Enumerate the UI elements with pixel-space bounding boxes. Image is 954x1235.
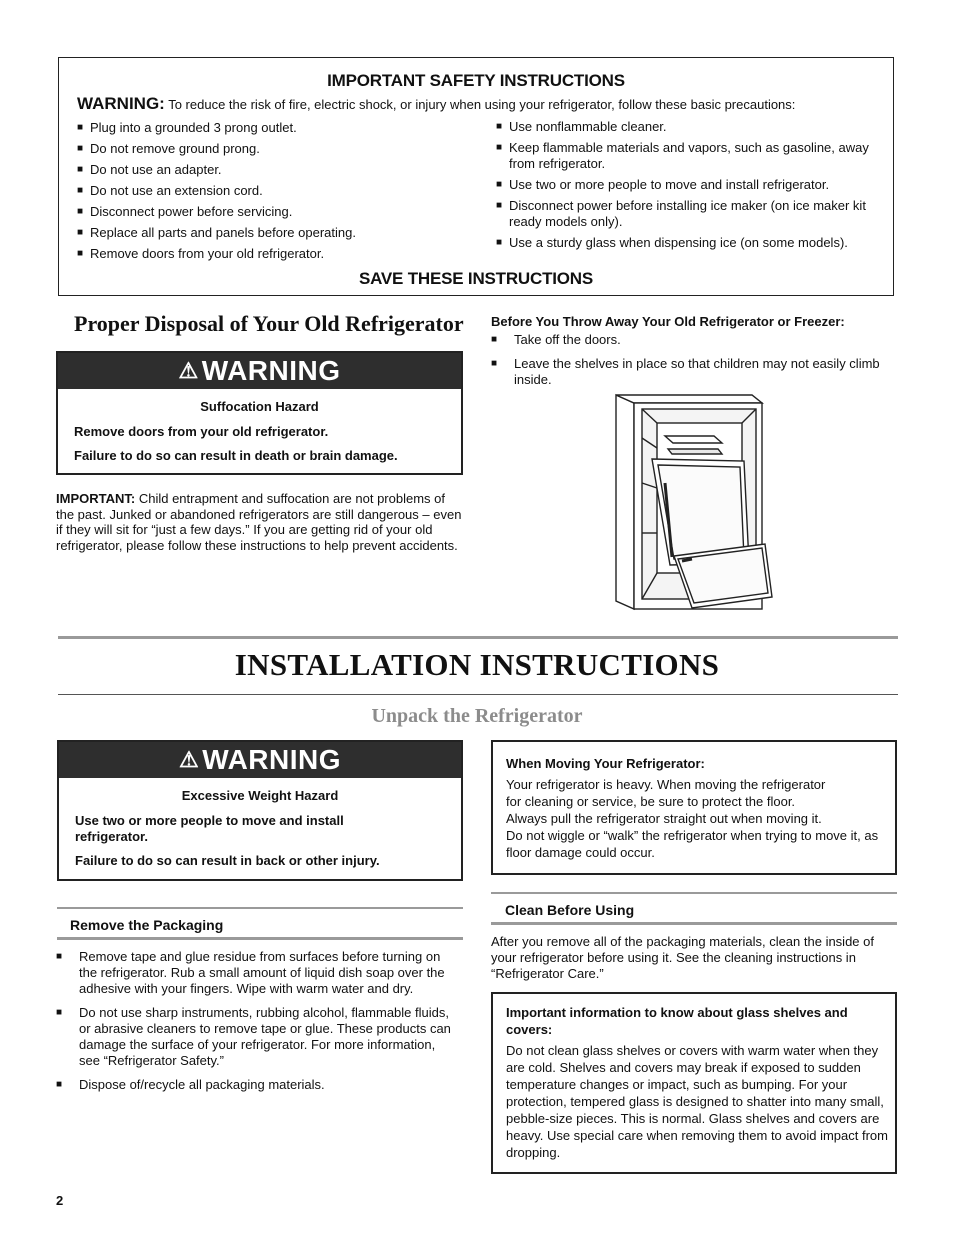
- installation-title: INSTALLATION INSTRUCTIONS: [234, 647, 720, 682]
- hazard-line-1: Remove doors from your old refrigerator.: [74, 424, 329, 439]
- list-item: ■ Use two or more people to move and install refrigerator.: [496, 177, 886, 193]
- refrigerator-illustration: [612, 393, 774, 611]
- clean-rule-top: [491, 892, 897, 894]
- clean-heading: Clean Before Using: [505, 902, 635, 918]
- unpack-subtitle: Unpack the Refrigerator: [371, 705, 583, 727]
- safety-instructions-box: [58, 57, 894, 296]
- glass-heading: Important information to know about glass shelves and covers:: [506, 1005, 848, 1037]
- warning-banner: [59, 742, 461, 778]
- list-item: ■ Use nonflammable cleaner.: [496, 119, 886, 135]
- list-item: ■ Remove tape and glue residue from surfaces before turning on the refrigerator. Rub a small amount of liquid dish soap over the adhesive with your fingers. Wipe with warm water and dry.: [56, 949, 456, 997]
- list-item: ■ Replace all parts and panels before operating.: [77, 225, 477, 241]
- list-item: ■ Do not use an adapter.: [77, 162, 477, 178]
- safety-warning-label: WARNING:: [77, 94, 165, 113]
- clean-rule-bottom: [491, 922, 897, 925]
- list-item: ■ Do not use sharp instruments, rubbing alcohol, flammable fluids, or abrasive cleaners to remove tape or glue. These products can damage the surface of your refrigerator. For more information, see “Refrigerator Safety.”: [56, 1005, 456, 1069]
- safety-right-list: [496, 119, 886, 251]
- list-item: ■ Remove doors from your old refrigerator.: [77, 246, 477, 262]
- moving-text: [506, 776, 891, 861]
- important-paragraph: [56, 491, 464, 553]
- list-item: ■ Disconnect power before servicing.: [77, 204, 477, 220]
- list-item: ■ Keep flammable materials and vapors, such as gasoline, away from refrigerator.: [496, 140, 886, 172]
- suffocation-warning-block: [56, 351, 463, 475]
- hazard-title: Excessive Weight Hazard: [181, 788, 339, 803]
- hazard-line-1: Use two or more people to move and install refrigerator.: [75, 813, 344, 844]
- before-throw-list: [491, 332, 891, 388]
- section-rule-bottom: [58, 694, 898, 695]
- list-item: ■ Use a sturdy glass when dispensing ice (on some models).: [496, 235, 886, 251]
- list-item: ■ Disconnect power before installing ice maker (on ice maker kit ready models only).: [496, 198, 886, 230]
- section-rule-top: [58, 636, 898, 639]
- list-item: ■ Dispose of/recycle all packaging materials.: [56, 1077, 456, 1093]
- packaging-rule-top: [57, 907, 463, 909]
- warning-word: WARNING: [201, 355, 341, 386]
- moving-line: Do not wiggle or “walk” the refrigerator when trying to move it, as floor damage could occur.: [506, 828, 879, 860]
- safety-warning-line: [77, 94, 883, 114]
- moving-line: for cleaning or service, be sure to protect the floor.: [506, 794, 796, 809]
- glass-shelves-box: [491, 992, 897, 1174]
- list-item: ■ Leave the shelves in place so that children may not easily climb inside.: [491, 356, 891, 388]
- save-instructions: SAVE THESE INSTRUCTIONS: [358, 269, 594, 288]
- moving-line: Always pull the refrigerator straight out when moving it.: [506, 811, 822, 826]
- weight-warning-block: [57, 740, 463, 881]
- list-item: ■ Do not use an extension cord.: [77, 183, 477, 199]
- moving-line: Your refrigerator is heavy. When moving the refrigerator: [506, 777, 826, 792]
- important-text: Child entrapment and suffocation are not problems of the past. Junked or abandoned refrigerators are still dangerous – even if they will sit for “just a few days.” If you are getting rid of your old refrigerator, please follow these instructions to help prevent accidents.: [56, 491, 462, 553]
- hazard-title: Suffocation Hazard: [200, 399, 319, 414]
- hazard-line-2: Failure to do so can result in back or other injury.: [75, 853, 380, 868]
- before-throw-heading: Before You Throw Away Your Old Refrigerator or Freezer:: [491, 314, 845, 329]
- list-item: ■ Take off the doors.: [491, 332, 891, 348]
- safety-title: IMPORTANT SAFETY INSTRUCTIONS: [327, 71, 625, 90]
- disposal-heading: Proper Disposal of Your Old Refrigerator: [74, 311, 464, 336]
- warning-banner: [58, 353, 461, 389]
- packaging-rule-bottom: [57, 937, 463, 940]
- list-item: ■ Plug into a grounded 3 prong outlet.: [77, 120, 477, 136]
- warning-triangle-icon: ⚠: [178, 358, 199, 383]
- moving-refrigerator-box: [491, 740, 897, 875]
- clean-text: After you remove all of the packaging materials, clean the inside of your refrigerator before using it. See the cleaning instructions in “Refrigerator Care.”: [491, 934, 874, 981]
- moving-heading: When Moving Your Refrigerator:: [506, 756, 705, 771]
- safety-left-list: [77, 120, 477, 262]
- warning-triangle-icon: ⚠: [178, 747, 200, 772]
- important-label: IMPORTANT:: [56, 491, 136, 506]
- warning-word: WARNING: [202, 744, 342, 775]
- packaging-list: [56, 949, 456, 1093]
- list-item: ■ Do not remove ground prong.: [77, 141, 477, 157]
- page-number: 2: [56, 1193, 64, 1208]
- safety-warning-text: To reduce the risk of fire, electric shock, or injury when using your refrigerator, follow these basic precautions:: [168, 97, 796, 112]
- packaging-heading: Remove the Packaging: [70, 917, 224, 933]
- glass-text: Do not clean glass shelves or covers with warm water when they are cold. Shelves and covers may break if exposed to sudden temperature changes or impact, such as bumping. For your protection, tempered glass is designed to shatter into many small, pebble-size pieces. This is normal. Glass shelves and covers are heavy. Use special care when removing them to avoid impact from dropping.: [506, 1043, 888, 1160]
- hazard-line-2: Failure to do so can result in death or brain damage.: [74, 448, 398, 463]
